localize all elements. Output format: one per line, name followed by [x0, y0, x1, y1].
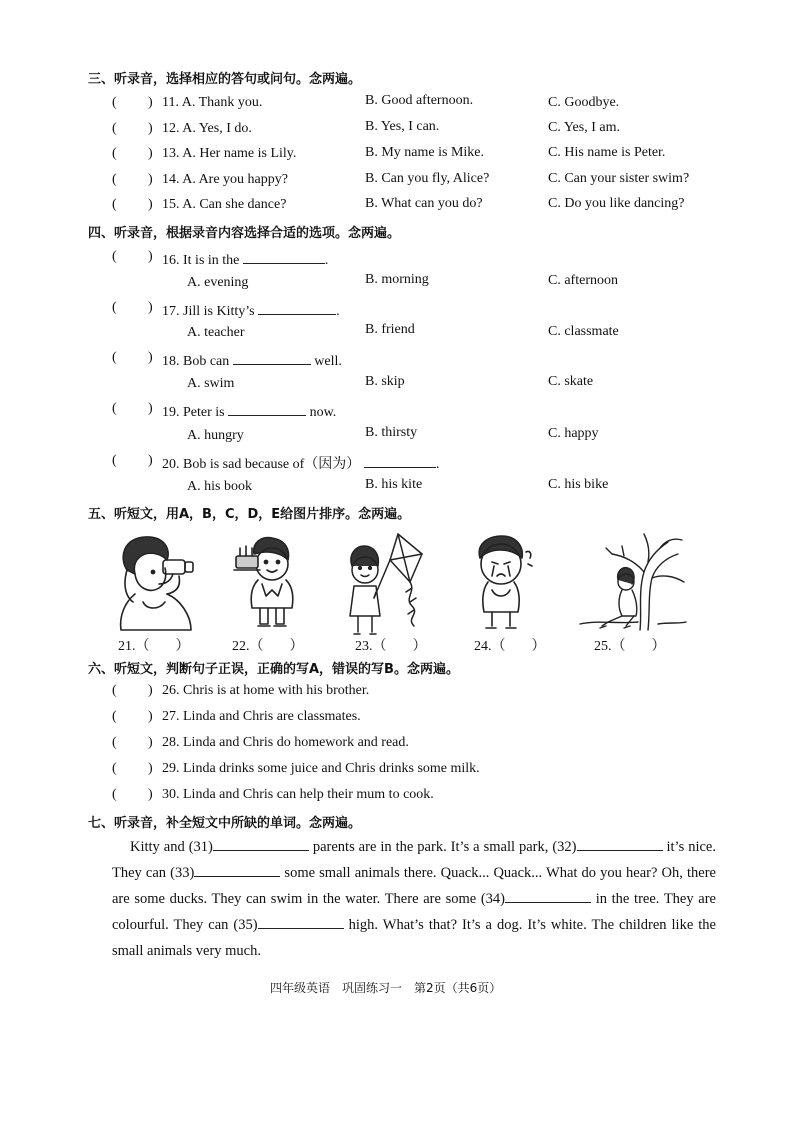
statement: 28. Linda and Chris do homework and read. [162, 735, 409, 750]
section-6-title: 六、听短文，判断句子正误，正确的写A，错误的写B。念两遍。 [88, 662, 459, 677]
passage-text: Kitty and (31) [130, 839, 213, 855]
picture-number: 22.（ [232, 639, 264, 654]
passage-text: some small animals there. Quack... Quack... What do you hear? Oh, there are some ducks. They can swim in the water. There are some (34) [112, 865, 716, 907]
stem-end: . [336, 304, 340, 319]
option-b: B. friend [365, 322, 415, 337]
answer-paren-close: ) [148, 761, 153, 776]
answer-paren-open: ( [112, 735, 117, 750]
answer-paren-open: ( [112, 146, 117, 161]
paren-close: ） [651, 639, 666, 654]
picture-number: 25.（ [594, 639, 626, 654]
question-stem [162, 300, 340, 320]
blank-32[interactable] [577, 836, 663, 851]
blank-31[interactable] [213, 836, 309, 851]
stem-text: 20. Bob is sad because of（因为） [162, 457, 361, 472]
passage-text: it’s nice. They can (33) [112, 839, 716, 881]
picture-answer[interactable] [232, 635, 304, 655]
option-b: B. thirsty [365, 425, 418, 440]
crying-boy-picture [470, 532, 540, 632]
picture-answer[interactable] [355, 635, 427, 655]
answer-paren-close: ) [148, 172, 153, 187]
option-c: C. Goodbye. [548, 95, 620, 110]
question-stem [162, 401, 336, 421]
answer-paren-open: ( [112, 172, 117, 187]
option-c: C. skate [548, 374, 594, 389]
option-c: C. happy [548, 426, 599, 441]
option-b: B. Yes, I can. [365, 119, 440, 134]
passage-text: parents are in the park. It’s a small park, (32) [308, 839, 577, 855]
option-c: C. Do you like dancing? [548, 196, 685, 211]
question-stem [162, 453, 439, 473]
answer-blank[interactable] [228, 401, 306, 416]
blank-33[interactable] [194, 862, 280, 877]
answer-paren-close: ) [148, 453, 153, 468]
picture-answer[interactable] [474, 635, 546, 655]
question-stem: 11. A. Thank you. [162, 95, 263, 110]
option-a: A. swim [187, 376, 235, 391]
section-5-title: 五、听短文，用A，B，C，D，E给图片排序。念两遍。 [88, 507, 411, 522]
stem-text: 18. Bob can [162, 354, 230, 369]
answer-paren-open: ( [112, 121, 117, 136]
option-b: B. What can you do? [365, 196, 483, 211]
answer-paren-close: ) [148, 683, 153, 698]
question-stem: 14. A. Are you happy? [162, 172, 288, 187]
statement: 30. Linda and Chris can help their mum to cook. [162, 787, 434, 802]
answer-paren-open: ( [112, 761, 117, 776]
blank-34[interactable] [505, 888, 591, 903]
answer-paren-close: ) [148, 735, 153, 750]
option-c: C. Can your sister swim? [548, 171, 690, 186]
answer-paren-open: ( [112, 249, 117, 264]
option-a: A. evening [187, 275, 249, 290]
stem-end: . [435, 457, 440, 472]
option-c: C. his bike [548, 477, 609, 492]
section-3-title: 三、听录音，选择相应的答句或问句。念两遍。 [88, 72, 362, 87]
girl-drinking-picture [115, 532, 205, 632]
question-stem [162, 249, 328, 269]
option-b: B. skip [365, 374, 405, 389]
answer-paren-open: ( [112, 709, 117, 724]
option-b: B. his kite [365, 477, 423, 492]
statement: 27. Linda and Chris are classmates. [162, 709, 361, 724]
picture-number: 21.（ [118, 639, 150, 654]
stem-text: 19. Peter is [162, 405, 225, 420]
option-c: C. His name is Peter. [548, 145, 666, 160]
answer-paren-open: ( [112, 197, 117, 212]
answer-paren-close: ) [148, 121, 153, 136]
option-b: B. Can you fly, Alice? [365, 171, 490, 186]
option-b: B. My name is Mike. [365, 145, 484, 160]
answer-blank[interactable] [364, 453, 436, 468]
picture-answer[interactable] [594, 635, 666, 655]
cloze-passage [112, 834, 716, 964]
answer-paren-open: ( [112, 401, 117, 416]
stem-end: . [324, 253, 329, 268]
paren-close: ） [175, 639, 190, 654]
option-c: C. afternoon [548, 273, 618, 288]
question-stem [162, 350, 342, 370]
option-a: A. hungry [187, 428, 244, 443]
statement: 29. Linda drinks some juice and Chris drinks some milk. [162, 761, 480, 776]
option-c: C. Yes, I am. [548, 120, 620, 135]
answer-paren-open: ( [112, 300, 117, 315]
answer-blank[interactable] [243, 249, 325, 264]
section-7-title: 七、听录音，补全短文中所缺的单词。念两遍。 [88, 816, 362, 831]
question-stem: 12. A. Yes, I do. [162, 121, 252, 136]
paren-close: ） [289, 639, 304, 654]
stem-end: well. [314, 354, 342, 369]
answer-paren-close: ) [148, 249, 153, 264]
question-stem: 13. A. Her name is Lily. [162, 146, 297, 161]
answer-paren-close: ) [148, 146, 153, 161]
stem-text: 16. It is in the [162, 253, 240, 268]
answer-paren-close: ) [148, 95, 153, 110]
option-c: C. classmate [548, 324, 619, 339]
answer-blank[interactable] [233, 350, 311, 365]
passage-text: high. What’s that? It’s a dog. It’s white. The children like the small animals very much. [112, 917, 716, 959]
question-stem: 15. A. Can she dance? [162, 197, 287, 212]
option-a: A. teacher [187, 325, 245, 340]
picture-answer[interactable] [118, 635, 190, 655]
paren-close: ） [412, 639, 427, 654]
answer-paren-close: ) [148, 709, 153, 724]
answer-paren-close: ) [148, 197, 153, 212]
passage-text: in the tree. They are colourful. They can (35) [112, 891, 716, 933]
option-b: B. Good afternoon. [365, 93, 474, 108]
option-a: A. his book [187, 479, 252, 494]
page-footer: 四年级英语 巩固练习一 第2页（共6页） [270, 981, 502, 995]
answer-paren-open: ( [112, 453, 117, 468]
child-under-tree-picture [578, 532, 688, 632]
picture-number: 24.（ [474, 639, 506, 654]
stem-end: now. [309, 405, 337, 420]
blank-35[interactable] [258, 914, 344, 929]
answer-paren-open: ( [112, 787, 117, 802]
answer-paren-open: ( [112, 350, 117, 365]
picture-number: 23.（ [355, 639, 387, 654]
stem-text: 17. Jill is Kitty’s [162, 304, 255, 319]
answer-paren-close: ) [148, 401, 153, 416]
answer-blank[interactable] [258, 300, 336, 315]
statement: 26. Chris is at home with his brother. [162, 683, 370, 698]
answer-paren-close: ) [148, 350, 153, 365]
boy-with-cake-picture [232, 532, 302, 632]
section-4-title: 四、听录音，根据录音内容选择合适的选项。念两遍。 [88, 226, 401, 241]
answer-paren-open: ( [112, 683, 117, 698]
answer-paren-close: ) [148, 300, 153, 315]
option-b: B. morning [365, 272, 429, 287]
answer-paren-close: ) [148, 787, 153, 802]
paren-close: ） [531, 639, 546, 654]
girl-with-kite-picture [340, 532, 435, 642]
answer-paren-open: ( [112, 95, 117, 110]
